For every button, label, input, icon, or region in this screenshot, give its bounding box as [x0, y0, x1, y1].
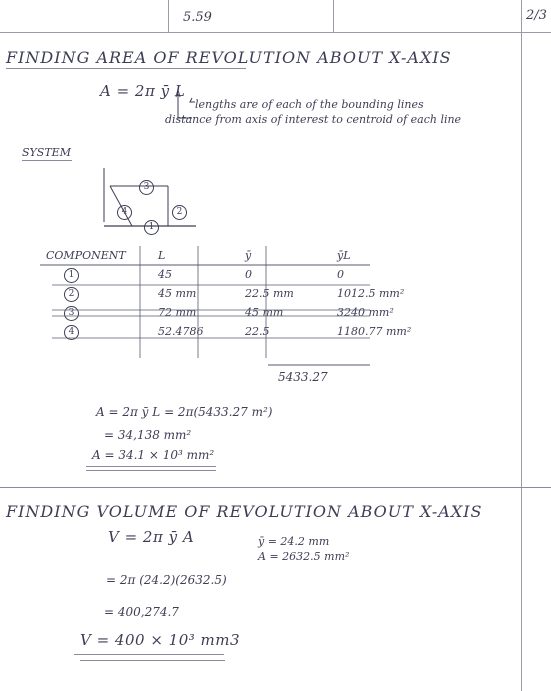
- diagram-label-4: 4: [117, 199, 132, 220]
- component-number: 2: [64, 287, 79, 302]
- component-number: 4: [64, 325, 79, 340]
- cell-y: 22.5: [245, 325, 270, 338]
- diagram-label-3: 3: [139, 174, 154, 195]
- area-result-underline-2: [86, 470, 216, 471]
- area-result: A = 34.1 × 10³ mm²: [92, 448, 215, 462]
- cell-y: 45 mm: [245, 306, 284, 319]
- page-number: 2/3: [526, 8, 547, 23]
- given-a: A = 2632.5 mm²: [258, 550, 350, 563]
- component-number: 3: [64, 306, 79, 321]
- volume-line2: = 400,274.7: [104, 605, 179, 619]
- diagram-label-1: 1: [144, 214, 159, 235]
- header-yl: ȳL: [337, 249, 351, 262]
- volume-line1: = 2π (24.2)(2632.5): [106, 573, 227, 587]
- area-formula: A = 2π ȳ L: [100, 82, 186, 100]
- volume-result-underline: [74, 654, 224, 655]
- cell-l: 72 mm: [158, 306, 197, 319]
- cell-yl: 0: [337, 268, 344, 281]
- diagram-label-2: 2: [172, 199, 187, 220]
- cell-yl: 1012.5 mm²: [337, 287, 405, 300]
- area-section-heading: FINDING AREA OF REVOLUTION ABOUT X-AXIS: [6, 48, 452, 67]
- cell-l: 45: [158, 268, 172, 281]
- volume-result-underline-2: [80, 660, 225, 661]
- cell-l: 52.4786: [158, 325, 204, 338]
- section-divider: [0, 487, 551, 488]
- cell-y: 22.5 mm: [245, 287, 294, 300]
- system-label: SYSTEM: [22, 146, 71, 159]
- cell-l: 45 mm: [158, 287, 197, 300]
- cell-y: 0: [245, 268, 252, 281]
- annotation-lengths: lengths are of each of the bounding lines: [195, 98, 424, 111]
- volume-section-heading: FINDING VOLUME OF REVOLUTION ABOUT X-AXIS: [6, 502, 483, 521]
- given-y: ȳ = 24.2 mm: [258, 535, 330, 548]
- header-l: L: [158, 249, 166, 262]
- table-total: 5433.27: [278, 370, 328, 384]
- header-y: ȳ: [245, 249, 252, 262]
- cell-yl: 3240 mm²: [337, 306, 394, 319]
- header-component: COMPONENT: [46, 249, 126, 262]
- cell-yl: 1180.77 mm²: [337, 325, 412, 338]
- area-solution-line2: = 34,138 mm²: [104, 428, 192, 442]
- area-result-underline: [86, 466, 216, 467]
- volume-formula: V = 2π ȳ A: [108, 528, 195, 546]
- area-solution-line1: A = 2π ȳ L = 2π(5433.27 m²): [96, 405, 273, 419]
- date-text: 5.59: [183, 10, 212, 25]
- component-number: 1: [64, 268, 79, 283]
- volume-result: V = 400 × 10³ mm3: [80, 631, 241, 649]
- annotation-distance: distance from axis of interest to centroid of each line: [165, 113, 462, 126]
